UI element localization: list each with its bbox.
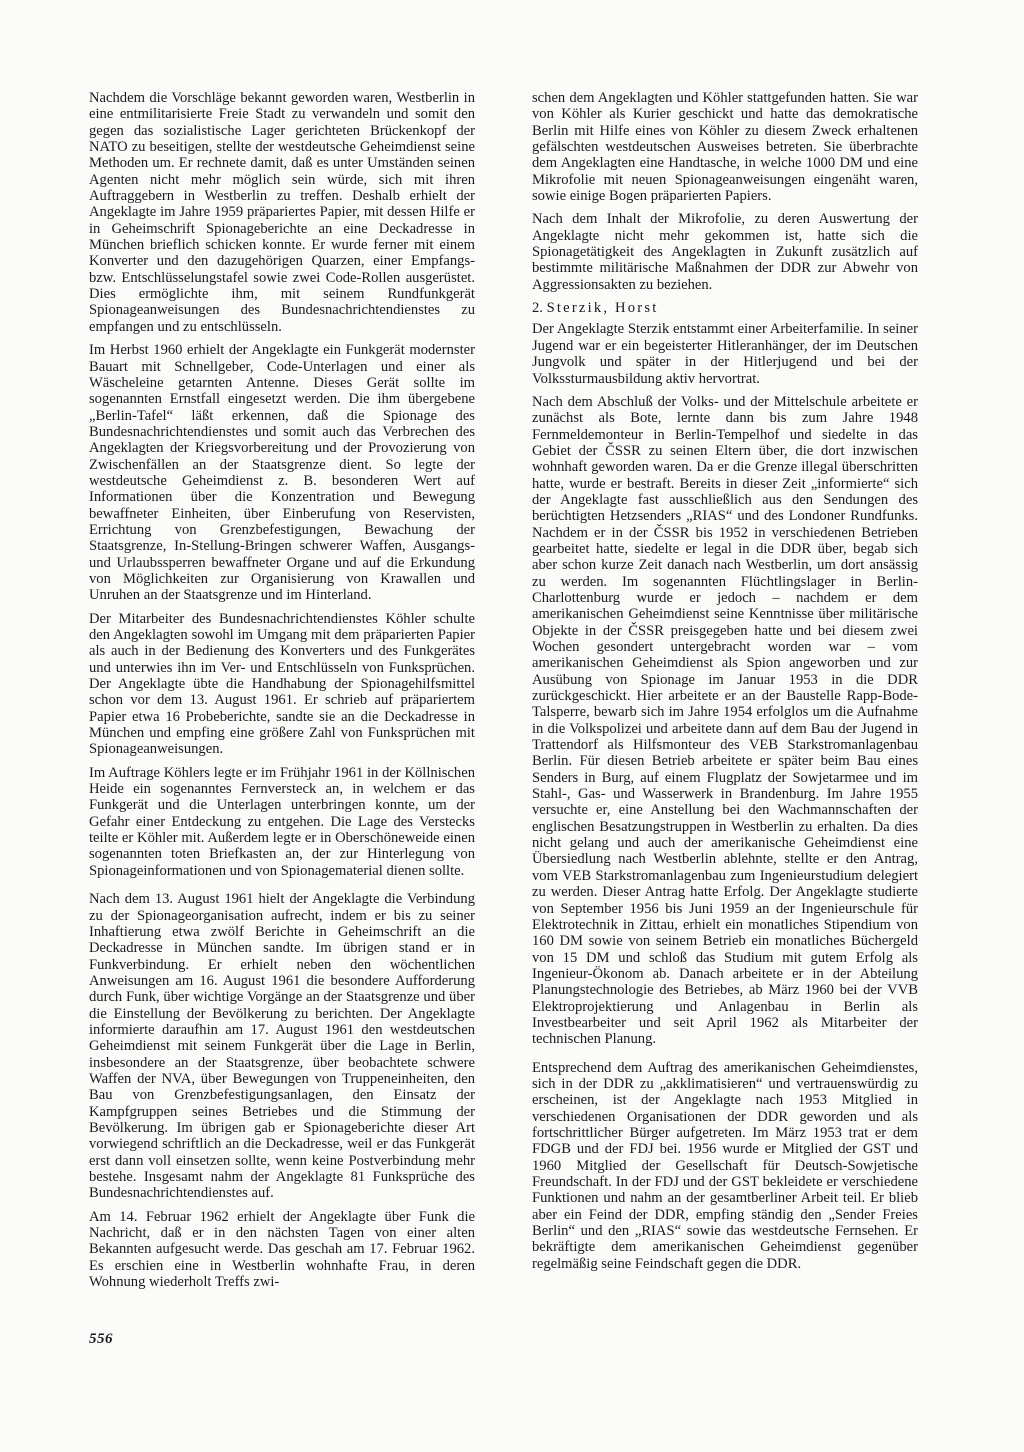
paragraph: Der Angeklagte Sterzik entstammt einer Arbeiterfamilie. In seiner Jugend war er ein begeisterter Hitleranhänger, der im Deutschen Jungvolk und später in der Hitlerjugend und bei der Volkssturmausbildung aktiv hervortrat. — [532, 321, 918, 387]
left-column — [89, 90, 475, 1297]
paragraph: Am 14. Februar 1962 erhielt der Angeklagte über Funk die Nachricht, daß er in den nächsten Tagen von einer alten Bekannten aufgesucht werde. Das geschah am 17. Februar 1962. Es erschien eine in Westberlin wohnhafte Frau, in deren Wohnung wiederholt Treffs zwi- — [89, 1208, 475, 1291]
paragraph: Nach dem Inhalt der Mikrofolie, zu deren Auswertung der Angeklagte nicht mehr gekommen ist, hatte sich die Spionagetätigkeit des Angeklagten in Zukunft zusätzlich auf bestimmte militärische Maßnahmen der DDR zur Abwehr von Aggressionsakten zu beziehen. — [532, 211, 918, 293]
paragraph: Nachdem die Vorschläge bekannt geworden waren, Westberlin in eine entmilitarisierte Freie Stadt zu verwandeln und somit den gegen das sozialistische Lager gerichteten Brückenkopf der NATO zu beseitigen, stellte der westdeutsche Geheimdienst seine Methoden um. Er rechnete damit, daß es unter Umständen seinen Agenten nicht mehr möglich sein würde, sich mit ihren Auftraggebern in Westberlin zu treffen. Deshalb erhielt der Angeklagte im Jahre 1959 präpariertes Papier, mit dessen Hilfe er in Geheimschrift Spionageberichte an eine Deckadresse in München brieflich schicken konnte. Er wurde ferner mit einem Konverter und den dazugehörigen Quarzen, einer Empfangs- bzw. Entschlüsselungstafel sowie zwei Code-Rollen ausgerüstet. Dies ermöglichte ihm, mit seinem Rundfunkgerät Spionageanweisungen des Bundesnachrichtendienstes zu empfangen und zu entschlüsseln. — [89, 90, 475, 335]
section-number: 2. — [532, 300, 543, 317]
right-column — [532, 90, 918, 1279]
paragraph: Nach dem 13. August 1961 hielt der Angeklagte die Verbindung zu der Spionageorganisation aufrecht, indem er bis zu seiner Inhaftierung etwa zwölf Berichte in Geheimschrift an die Deckadresse in München sandte. Im übrigen stand er in Funkverbindung. Er erhielt neben den wöchentlichen Anweisungen am 16. August 1961 die besondere Aufforderung durch Funk, über wichtige Vorgänge an der Staatsgrenze und über die Einstellung der Bevölkerung zu berichten. Der Angeklagte informierte daraufhin am 17. August 1961 den westdeutschen Geheimdienst mit seinem Funkgerät über die Lage in Berlin, insbesondere an der Staatsgrenze, über beobachtete schwere Waffen der NVA, über Bewegungen von Truppeneinheiten, den Bau von Grenzbefestigungsanlagen, den Einsatz der Kampfgruppen seines Betriebes und die Stimmung der Bevölkerung. Im übrigen gab er Spionageberichte dieser Art vorwiegend schriftlich an die Deckadresse, weil er das Funkgerät erst dann voll einsetzen sollte, wenn keine Postverbindung mehr bestehe. Insgesamt nahm der Angeklagte 81 Funksprüche des Bundesnachrichtendienstes auf. — [89, 891, 475, 1202]
section-heading — [532, 300, 918, 316]
paragraph: Nach dem Abschluß der Volks- und der Mittelschule arbeitete er zunächst als Bote, lernte dann bis zum Jahre 1948 Fernmeldemonteur in Berlin-Tempelhof und siedelte in das Gebiet der ČSSR zu seinen Eltern über, die dort inzwischen wohnhaft geworden waren. Da er die Grenze illegal überschritten hatte, wurde er bestraft. Bereits in dieser Zeit „informierte“ sich der Angeklagte fast ausschließlich aus den Sendungen des berüchtigten Hetzsenders „RIAS“ und des Londoner Rundfunks. Nachdem er in der ČSSR bis 1952 in verschiedenen Betrieben gearbeitet hatte, siedelte er legal in die DDR über, begab sich aber schon kurze Zeit danach nach Westberlin, um dort ansässig zu werden. Im sogenannten Flüchtlingslager in Berlin-Charlottenburg wurde er jedoch – nachdem er dem amerikanischen Geheimdienst seine Kenntnisse über militärische Objekte in der ČSSR preisgegeben hatte und bei diesem zwei Wochen gesondert untergebracht worden war – vom amerikanischen Geheimdienst als Spion angeworben und zur Ausübung von Spionage im Januar 1953 in die DDR zurückgeschickt. Hier arbeitete er an der Baustelle Rapp-Bode-Talsperre, bewarb sich im Jahre 1954 erfolglos um die Aufnahme in die Volkspolizei und arbeitete dann auf dem Bau der Jugend in Trattendorf als Hilfsmonteur des VEB Starkstromanlagenbau Berlin. Für diesen Betrieb arbeitete er später beim Bau eines Senders in Burg, auf einem Flugplatz der Sowjetarmee und im Stahl-, Gas- und Wasserwerk in Brandenburg. Im Jahre 1955 versuchte er, eine Anstellung bei den Wachmannschaften der englischen Besatzungstruppen in Westberlin zu erhalten. Da dies nicht gelang und auch der amerikanische Geheimdienst eine Übersiedlung nach Westberlin ablehnte, stellte er den Antrag, vom VEB Starkstromanlagenbau zum Ingenieurstudium delegiert zu werden. Dieser Antrag hatte Erfolg. Der Angeklagte studierte von September 1956 bis Juni 1959 an der Ingenieurschule für Elektrotechnik in Zittau, erhielt ein monatliches Stipendium von 160 DM sowie von seinem Betrieb ein monatliches Büchergeld von 15 DM und schloß das Studium mit gutem Erfolg als Ingenieur-Ökonom ab. Danach arbeitete er in der Abteilung Planungstechnologie des Betriebes, ab März 1960 bei der VVB Elektroprojektierung und Anlagenbau in Berlin als Investbearbeiter und seit April 1962 als Mitarbeiter der technischen Planung. — [532, 393, 918, 1048]
page-number: 556 — [89, 1331, 113, 1347]
paragraph: Der Mitarbeiter des Bundesnachrichtendienstes Köhler schulte den Angeklagten sowohl im Umgang mit dem präparierten Papier als auch in der Bedienung des Konverters und des Funkgerätes und unterwies ihn im Ver- und Entschlüsseln von Funksprüchen. Der Angeklagte übte die Handhabung der Spionagehilfsmittel schon vor dem 13. August 1961. Er schrieb auf präpariertem Papier etwa 16 Probeberichte, sandte sie an die Deckadresse in München und empfing eine größere Zahl von Funksprüchen mit Spionageanweisungen. — [89, 610, 475, 758]
section-name: Sterzik, Horst — [546, 300, 659, 317]
paragraph: Entsprechend dem Auftrag des amerikanischen Geheimdienstes, sich in der DDR zu „akklimatisieren“ und vertrauenswürdig zu erscheinen, ist der Angeklagte nach 1953 Mitglied in verschiedenen Organisationen der DDR geworden und als fortschrittlicher Bürger aufgetreten. Im März 1953 trat er dem FDGB und der FDJ bei. 1956 wurde er Mitglied der GST und 1960 Mitglied der Gesellschaft für Deutsch-Sowjetische Freundschaft. In der FDJ und der GST bekleidete er verschiedene Funktionen und nahm an der gesamtberliner Arbeit teil. Er blieb aber ein Feind der DDR, empfing ständig den „Sender Freies Berlin“ und den „RIAS“ sowie das westdeutsche Fernsehen. Er bekräftigte dem amerikanischen Geheimdienst gegenüber regelmäßig seine Feindschaft gegen die DDR. — [532, 1059, 918, 1272]
paragraph: Im Herbst 1960 erhielt der Angeklagte ein Funkgerät modernster Bauart mit Schnellgeber, Code-Unterlagen und einer als Wäscheleine getarnten Antenne. Dieses Gerät sollte im sogenannten Ernstfall eingesetzt werden. Die ihm übergebene „Berlin-Tafel“ läßt erkennen, daß die Spionage des Bundesnachrichtendienstes und somit auch das Verbrechen des Angeklagten der Kriegsvorbereitung und der Provozierung von Zwischenfällen an der Staatsgrenze dient. So legte der westdeutsche Geheimdienst z. B. besonderen Wert auf Informationen über die Konzentration und Bewegung bewaffneter Einheiten, über Einberufung von Reservisten, Errichtung von Grenzbefestigungen, Bewachung der Staatsgrenze, In-Stellung-Bringen schwerer Waffen, Ausgangs- und Urlaubssperren bewaffneter Organe und auf die Erkundung von Möglichkeiten zur Organisierung von Krawallen und Unruhen an der Staatsgrenze und im Hinterland. — [89, 342, 475, 604]
paragraph: schen dem Angeklagten und Köhler stattgefunden hatten. Sie war von Köhler als Kurier geschickt und hatte das demokratische Berlin mit Hilfe eines von Köhler zu diesem Zweck erhaltenen gefälschten westdeutschen Ausweises betreten. Sie überbrachte dem Angeklagten eine Handtasche, in welche 1000 DM und eine Mikrofolie mit neuen Spionageanweisungen eingenäht waren, sowie einige Bogen präparierten Papiers. — [532, 90, 918, 205]
paragraph: Im Auftrage Köhlers legte er im Frühjahr 1961 in der Köllnischen Heide ein sogenanntes Fernversteck an, in welchem er das Funkgerät und die Unterlagen unterbringen konnte, um der Gefahr einer Entdeckung zu entgehen. Die Lage des Verstecks teilte er Köhler mit. Außerdem legte er in Oberschöneweide einen sogenannten toten Briefkasten an, der zur Hinterlegung von Spionageinformationen und von Spionagematerial dienen sollte. — [89, 764, 475, 879]
